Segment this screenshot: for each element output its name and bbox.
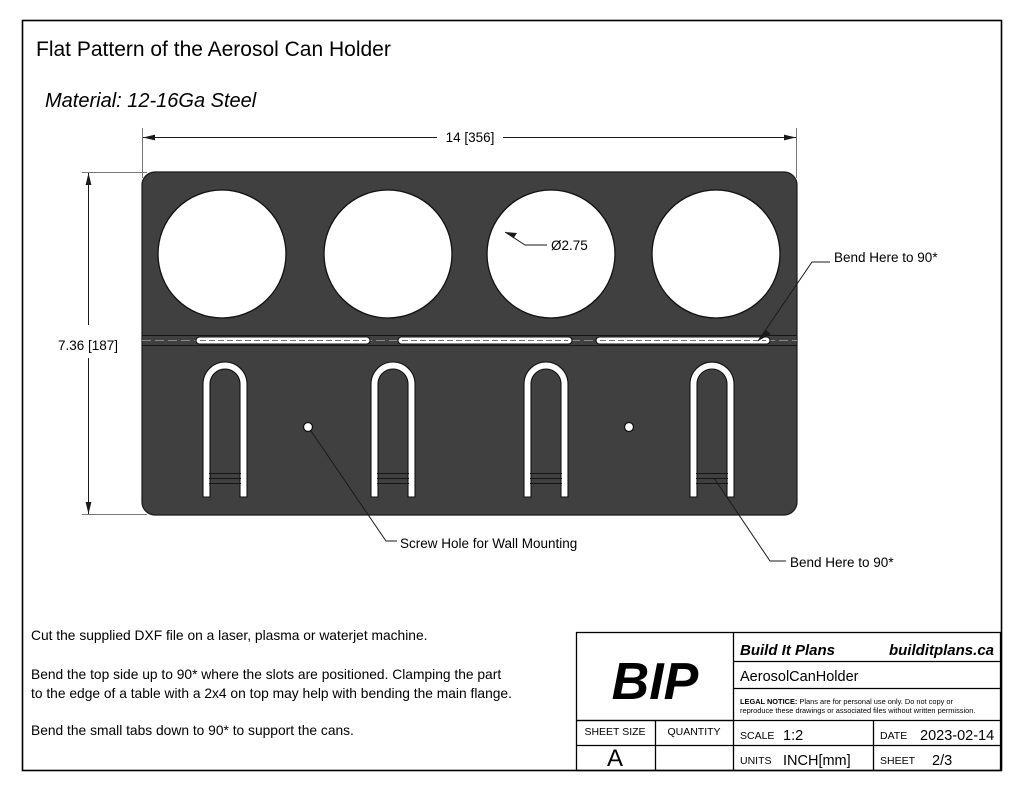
quantity-label: QUANTITY bbox=[667, 726, 721, 738]
bend-top-annotation: Bend Here to 90* bbox=[834, 250, 938, 265]
sheet-value: 2/3 bbox=[932, 753, 953, 769]
hole-diameter-label: Ø2.75 bbox=[551, 238, 588, 253]
instruction-line-3: to the edge of a table with a 2x4 on top may help with bending the main flange. bbox=[31, 686, 512, 701]
can-hole-4 bbox=[652, 190, 780, 318]
date-label: DATE bbox=[880, 730, 908, 742]
instruction-line-2: Bend the top side up to 90* where the slots are positioned. Clamping the part bbox=[31, 667, 502, 682]
units-value: INCH[mm] bbox=[783, 753, 851, 769]
units-label: UNITS bbox=[740, 755, 772, 767]
screw-hole-2 bbox=[625, 423, 634, 432]
screw-hole-1 bbox=[304, 423, 313, 432]
width-dimension-label: 14 [356] bbox=[445, 130, 495, 145]
legal-notice-line-2: reproduce these drawings or associated files without written permission. bbox=[740, 706, 976, 715]
sheet-size-value: A bbox=[606, 745, 624, 772]
scale-value: 1:2 bbox=[783, 728, 804, 744]
sheet-size-label: SHEET SIZE bbox=[584, 726, 646, 738]
instruction-line-1: Cut the supplied DXF file on a laser, plasma or waterjet machine. bbox=[31, 628, 428, 643]
scale-label: SCALE bbox=[740, 730, 775, 742]
can-hole-3 bbox=[487, 190, 615, 318]
company-website: builditplans.ca bbox=[888, 642, 994, 659]
height-dimension-label: 7.36 [187] bbox=[57, 338, 119, 353]
part-name: AerosolCanHolder bbox=[740, 669, 859, 685]
logo-text: BIP bbox=[611, 653, 699, 711]
sheet-label: SHEET bbox=[880, 755, 916, 767]
company-name: Build It Plans bbox=[740, 642, 836, 659]
screw-hole-annotation: Screw Hole for Wall Mounting bbox=[400, 536, 578, 551]
bend-bottom-annotation: Bend Here to 90* bbox=[790, 555, 894, 570]
part-geometry bbox=[142, 172, 797, 515]
bend-slot-group bbox=[196, 337, 770, 344]
page-title: Flat Pattern of the Aerosol Can Holder bbox=[36, 38, 391, 61]
can-hole-2 bbox=[324, 190, 452, 318]
legal-notice-line-1: LEGAL NOTICE: Plans are for personal use only. Do not copy or bbox=[740, 697, 953, 706]
can-hole-1 bbox=[158, 190, 286, 318]
date-value: 2023-02-14 bbox=[920, 728, 995, 744]
material-note: Material: 12-16Ga Steel bbox=[45, 90, 257, 112]
instruction-line-4: Bend the small tabs down to 90* to support the cans. bbox=[31, 723, 354, 738]
